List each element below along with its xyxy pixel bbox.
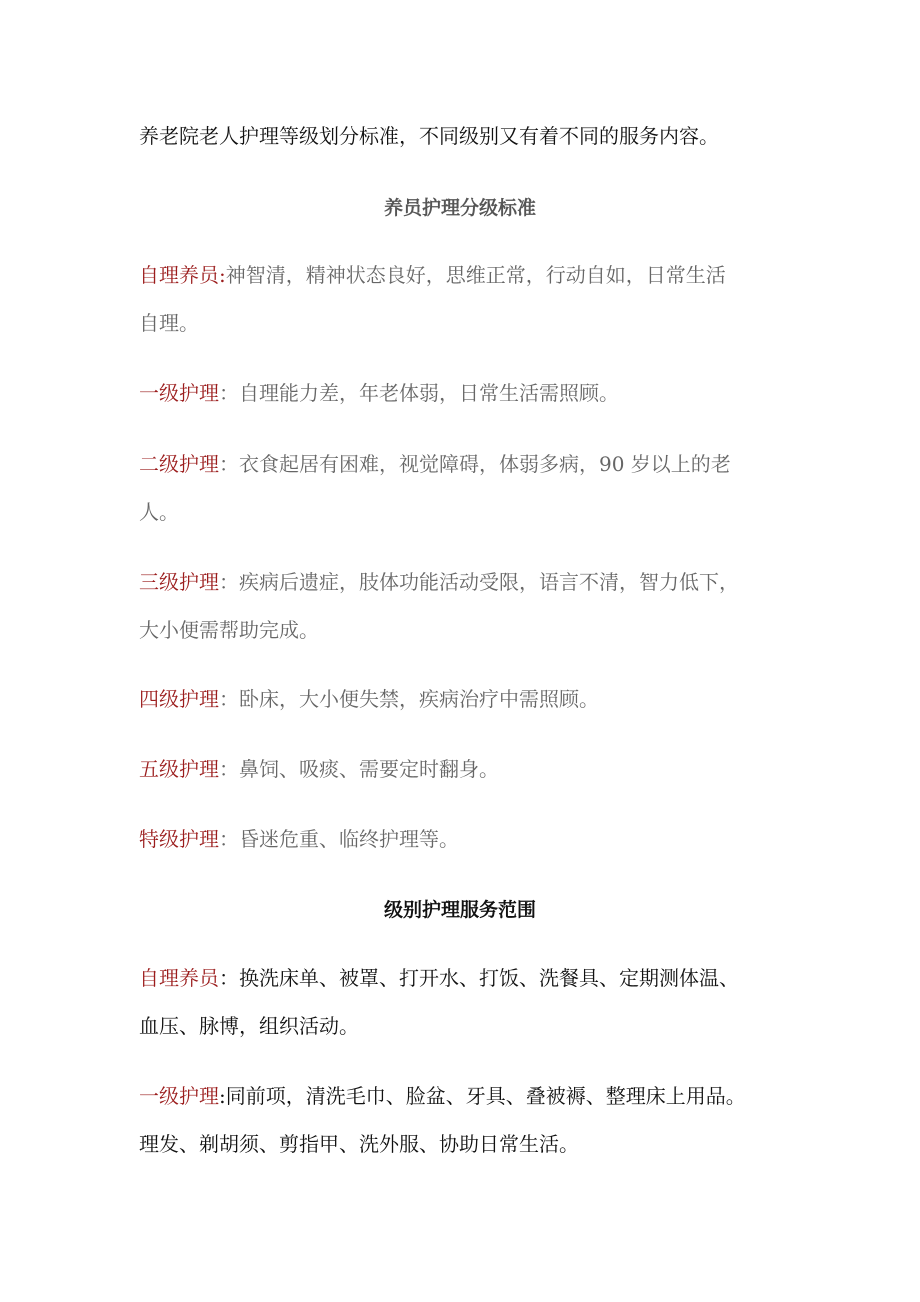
item-sep: ：	[219, 966, 239, 990]
s1-item-level2	[139, 451, 799, 477]
s1-item-level4	[139, 686, 799, 712]
s1-item-self-care	[139, 262, 799, 288]
intro-paragraph: 养老院老人护理等级划分标准，不同级别又有着不同的服务内容。	[139, 124, 719, 148]
item-sep: ：	[219, 687, 239, 711]
item-sep: :	[219, 1084, 226, 1108]
item-sep: ：	[219, 381, 239, 405]
item-sep: ：	[219, 570, 239, 594]
item-label: 自理养员	[139, 966, 219, 990]
s1-item-special	[139, 826, 799, 852]
s1-item-level5	[139, 756, 799, 782]
item-sep: ：	[219, 452, 239, 476]
s2-item-level1	[139, 1083, 799, 1109]
s1-item-self-care-cont: 自理。	[139, 311, 199, 335]
item-label: 一级护理	[139, 1084, 219, 1108]
s1-item-level1	[139, 380, 799, 406]
s1-item-level3-cont: 大小便需帮助完成。	[139, 618, 319, 642]
item-desc: 昏迷危重、临终护理等。	[239, 827, 459, 851]
s1-item-level3	[139, 569, 799, 595]
item-desc: 神智清，精神状态良好，思维正常，行动自如，日常生活	[225, 263, 726, 287]
item-label: 特级护理	[139, 827, 219, 851]
item-sep: ：	[219, 827, 239, 851]
item-label: 四级护理	[139, 687, 219, 711]
item-label: 三级护理	[139, 570, 219, 594]
item-label: 五级护理	[139, 757, 219, 781]
item-desc: 自理能力差，年老体弱，日常生活需照顾。	[239, 381, 619, 405]
section2-title: 级别护理服务范围	[383, 899, 536, 921]
item-desc: 鼻饲、吸痰、需要定时翻身。	[239, 757, 499, 781]
item-label: 二级护理	[139, 452, 219, 476]
item-sep: :	[219, 263, 226, 287]
item-desc: 衣食起居有困难，视觉障碍，体弱多病，90 岁以上的老	[239, 452, 731, 476]
item-sep: ：	[219, 757, 239, 781]
item-desc: 疾病后遗症，肢体功能活动受限，语言不清，智力低下，	[239, 570, 739, 594]
item-label: 自理养员	[139, 263, 219, 287]
item-desc: 卧床，大小便失禁，疾病治疗中需照顾。	[239, 687, 599, 711]
s2-item-level1-cont: 理发、剃胡须、剪指甲、洗外服、协助日常生活。	[139, 1132, 579, 1156]
item-label: 一级护理	[139, 381, 219, 405]
section1-title: 养员护理分级标准	[383, 197, 536, 219]
s1-item-level2-cont: 人。	[139, 500, 179, 524]
item-desc: 换洗床单、被罩、打开水、打饭、洗餐具、定期测体温、	[239, 966, 739, 990]
s2-item-self-care	[139, 965, 799, 991]
s2-item-self-care-cont: 血压、脉博，组织活动。	[139, 1014, 359, 1038]
item-desc: 同前项，清洗毛巾、脸盆、牙具、叠被褥、整理床上用品。	[225, 1084, 746, 1108]
